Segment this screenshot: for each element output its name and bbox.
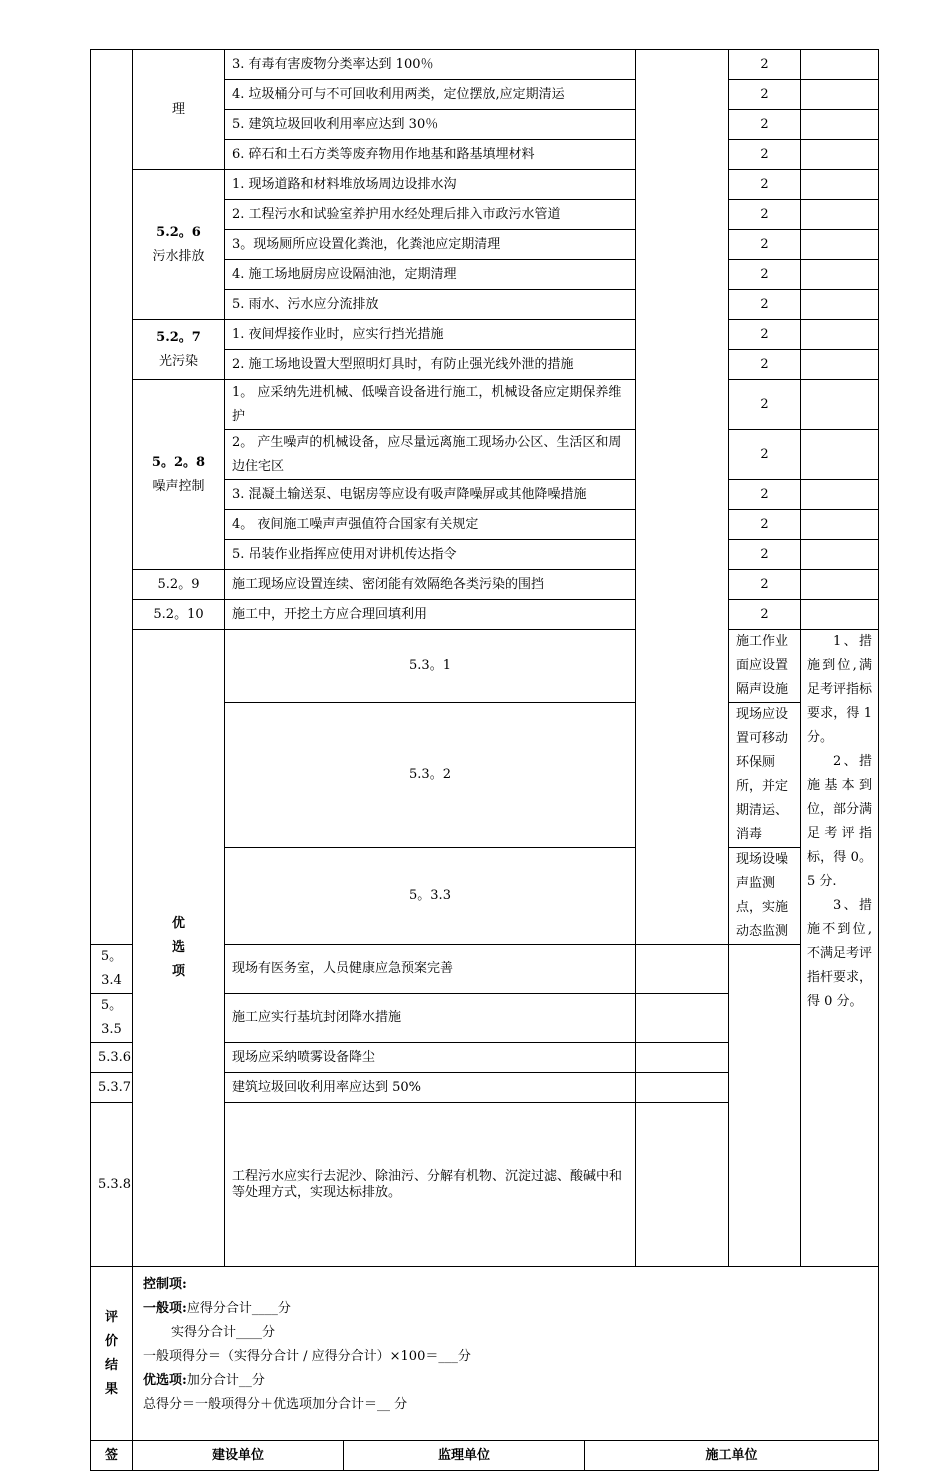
score-cell: 2 — [729, 110, 801, 140]
optional-text: 现场应采纳喷雾设备降尘 — [225, 1043, 636, 1073]
method-rule-3: 3、措施不到位,不满足考评指杆要求，得 0 分。 — [807, 898, 873, 1009]
optional-code: 5.3.6 — [91, 1043, 133, 1073]
item-text: 1. 现场道路和材料堆放场周边设排水沟 — [225, 170, 636, 200]
score-cell: 2 — [729, 260, 801, 290]
item-text: 3. 有毒有害废物分类率达到 100％ — [225, 50, 636, 80]
actual-score-cell[interactable] — [801, 290, 879, 320]
actual-score-cell[interactable] — [801, 80, 879, 110]
sign-supervision-unit: 监理单位 — [344, 1441, 585, 1471]
actual-score-cell[interactable] — [801, 50, 879, 80]
score-cell: 2 — [729, 170, 801, 200]
optional-label: 优 选 项 — [133, 630, 225, 1267]
table-row — [91, 1267, 879, 1441]
sign-label: 签 — [91, 1441, 133, 1471]
result-optional-line: 优选项:加分合计__分 — [143, 1373, 265, 1388]
table-row — [91, 570, 879, 600]
table-row — [91, 320, 879, 350]
result-total-line: 总得分＝一般项得分＋优选项加分合计＝__ 分 — [143, 1397, 408, 1412]
actual-score-cell[interactable] — [801, 260, 879, 290]
optional-code: 5.3。2 — [225, 703, 636, 848]
optional-text: 现场有医务室，人员健康应急预案完善 — [225, 945, 636, 994]
item-text: 5. 吊装作业指挥应使用对讲机传达指令 — [225, 540, 636, 570]
actual-score-cell[interactable] — [636, 1043, 729, 1073]
section-code: 5.2。9 — [133, 570, 225, 600]
category-cell — [91, 50, 133, 945]
actual-score-cell[interactable] — [801, 430, 879, 480]
item-text: 施工现场应设置连续、密闭能有效隔绝各类污染的围挡 — [225, 570, 636, 600]
optional-text: 建筑垃圾回收利用率应达到 50% — [225, 1073, 636, 1103]
score-cell: 2 — [729, 600, 801, 630]
optional-code: 5。3.4 — [91, 945, 133, 994]
section-code: 5.2。6 — [156, 224, 201, 240]
score-cell: 2 — [729, 430, 801, 480]
item-text: 3。现场厕所应设置化粪池，化粪池应定期清理 — [225, 230, 636, 260]
result-general-line: 一般项:应得分合计____分 — [143, 1301, 291, 1316]
table-row — [91, 380, 879, 430]
section-cell — [133, 320, 225, 380]
actual-score-cell[interactable] — [636, 1103, 729, 1267]
score-cell: 2 — [729, 50, 801, 80]
actual-score-cell[interactable] — [636, 994, 729, 1043]
method-rule-1: 1、措施到位,满足考评指标要求，得 1 分。 — [807, 634, 873, 745]
score-cell: 2 — [729, 290, 801, 320]
item-text: 2. 施工场地设置大型照明灯具时，有防止强光线外泄的措施 — [225, 350, 636, 380]
score-cell: 2 — [729, 320, 801, 350]
result-cell — [133, 1267, 879, 1441]
optional-text: 施工作业面应设置隔声设施 — [729, 630, 801, 703]
item-text: 2。 产生噪声的机械设备，应尽量远离施工现场办公区、生活区和周边住宅区 — [225, 430, 636, 480]
actual-score-cell[interactable] — [801, 380, 879, 430]
table-row — [91, 170, 879, 200]
section-cell — [133, 380, 225, 570]
item-text: 5. 建筑垃圾回收利用率应达到 30％ — [225, 110, 636, 140]
section-title: 光污染 — [158, 353, 198, 369]
score-cell: 2 — [729, 380, 801, 430]
item-text: 4。 夜间施工噪声声强值符合国家有关规定 — [225, 510, 636, 540]
actual-score-cell[interactable] — [636, 945, 729, 994]
result-actual-line: 实得分合计____分 — [171, 1325, 276, 1340]
method-rule-2: 2、措施基本到位，部分满足考评指标，得 0。5 分. — [807, 754, 873, 889]
score-cell: 2 — [729, 230, 801, 260]
item-text: 5. 雨水、污水应分流排放 — [225, 290, 636, 320]
table-row — [91, 630, 879, 703]
score-cell: 2 — [729, 570, 801, 600]
actual-score-cell[interactable] — [801, 170, 879, 200]
optional-code: 5.3.8 — [91, 1103, 133, 1267]
section-title: 噪声控制 — [152, 478, 205, 494]
table-row — [91, 1441, 879, 1471]
optional-text: 现场设噪声监测点，实施动态监测 — [729, 848, 801, 945]
actual-score-cell[interactable] — [801, 600, 879, 630]
item-text: 4. 施工场地厨房应设隔油池，定期清理 — [225, 260, 636, 290]
optional-code: 5.3.7 — [91, 1073, 133, 1103]
actual-score-cell[interactable] — [801, 570, 879, 600]
actual-score-cell[interactable] — [636, 1073, 729, 1103]
actual-score-cell[interactable] — [801, 200, 879, 230]
optional-text: 现场应设置可移动环保厕所，并定期清运、消毒 — [729, 703, 801, 848]
result-formula-line: 一般项得分＝（实得分合计 / 应得分合计）×100＝___分 — [143, 1349, 471, 1364]
scoring-method-cell — [801, 630, 879, 1267]
sign-contractor-unit: 施工单位 — [585, 1441, 879, 1471]
sign-construction-unit: 建设单位 — [133, 1441, 344, 1471]
section-code: 5.2。10 — [133, 600, 225, 630]
item-text: 4. 垃圾桶分可与不可回收利用两类，定位摆放,应定期清运 — [225, 80, 636, 110]
actual-score-cell[interactable] — [801, 480, 879, 510]
item-text: 2. 工程污水和试验室养护用水经处理后排入市政污水管道 — [225, 200, 636, 230]
table-row — [91, 50, 879, 80]
section-cell: 理 — [133, 50, 225, 170]
score-cell: 2 — [729, 80, 801, 110]
section-code: 5.2。7 — [156, 329, 201, 345]
section-cell — [133, 170, 225, 320]
evaluation-form — [90, 49, 878, 1471]
table-row — [91, 600, 879, 630]
optional-code: 5.3。1 — [225, 630, 636, 703]
signature-table — [90, 1440, 879, 1471]
optional-code: 5。3.3 — [225, 848, 636, 945]
item-text: 1。 应采纳先进机械、低噪音设备进行施工，机械设备应定期保养维护 — [225, 380, 636, 430]
actual-score-cell[interactable] — [801, 510, 879, 540]
actual-score-cell[interactable] — [801, 320, 879, 350]
actual-score-cell[interactable] — [801, 350, 879, 380]
item-text: 6. 碎石和土石方类等废弃物用作地基和路基填埋材料 — [225, 140, 636, 170]
score-cell: 2 — [729, 480, 801, 510]
actual-score-cell[interactable] — [801, 140, 879, 170]
score-cell: 2 — [729, 510, 801, 540]
method-cell — [636, 50, 729, 945]
score-cell: 2 — [729, 540, 801, 570]
actual-score-cell[interactable] — [801, 230, 879, 260]
score-cell: 2 — [729, 140, 801, 170]
result-control-line: 控制项: — [143, 1277, 187, 1292]
section-code: 5。2。8 — [151, 454, 206, 470]
actual-score-cell[interactable] — [801, 110, 879, 140]
item-text: 3. 混凝土输送泵、电锯房等应设有吸声降噪屏或其他降噪措施 — [225, 480, 636, 510]
optional-code: 5。3.5 — [91, 994, 133, 1043]
section-title: 污水排放 — [152, 248, 205, 264]
actual-score-cell[interactable] — [801, 540, 879, 570]
optional-text: 施工应实行基坑封闭降水措施 — [225, 994, 636, 1043]
optional-text: 工程污水应实行去泥沙、除油污、分解有机物、沉淀过滤、酸碱中和等处理方式，实现达标排放。 — [225, 1103, 636, 1267]
evaluation-table — [90, 49, 879, 1441]
item-text: 1. 夜间焊接作业时，应实行挡光措施 — [225, 320, 636, 350]
score-cell: 2 — [729, 350, 801, 380]
score-cell: 2 — [729, 200, 801, 230]
result-label: 评 价 结 果 — [91, 1267, 133, 1441]
item-text: 施工中，开挖土方应合理回填利用 — [225, 600, 636, 630]
